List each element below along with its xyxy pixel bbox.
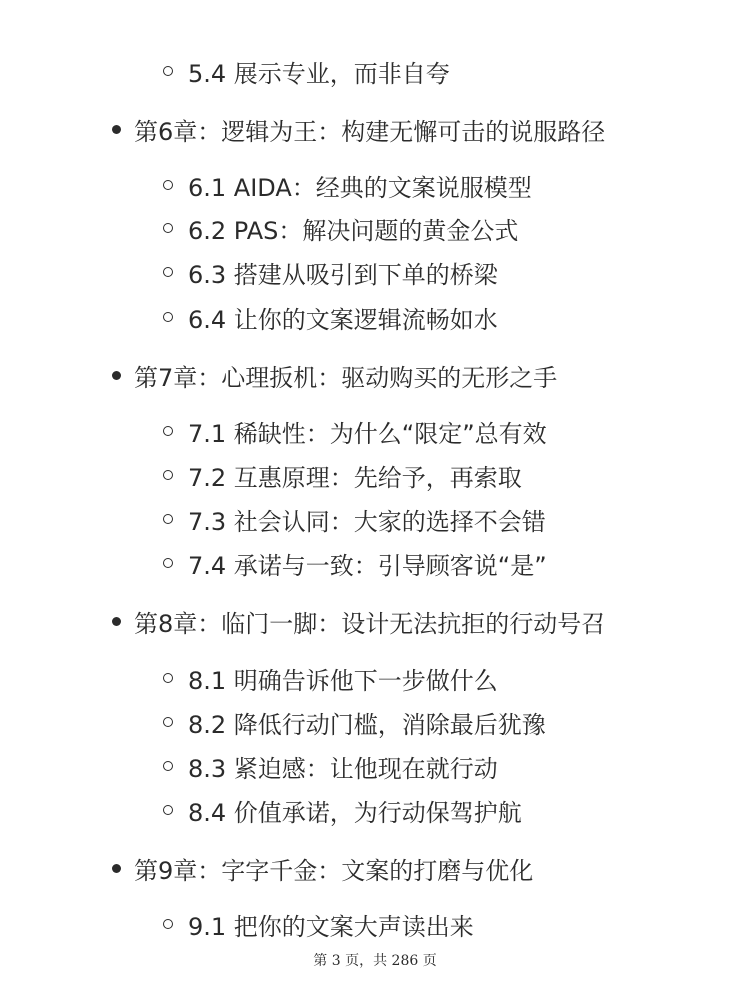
hollow-circle-bullet-icon — [163, 514, 173, 524]
toc-section-label: 8.3 紧迫感：让他现在就行动 — [188, 754, 498, 783]
toc-section-label: 8.4 价值承诺，为行动保驾护航 — [188, 798, 522, 827]
hollow-circle-bullet-icon — [163, 717, 173, 727]
toc-chapter-label: 第8章：临门一脚：设计无法抗拒的行动号召 — [134, 609, 606, 638]
toc-section-label: 8.1 明确告诉他下一步做什么 — [188, 666, 498, 695]
hollow-circle-bullet-icon — [163, 673, 173, 683]
hollow-circle-bullet-icon — [163, 919, 173, 929]
toc-chapter-label: 第7章：心理扳机：驱动购买的无形之手 — [134, 363, 558, 392]
hollow-circle-bullet-icon — [163, 267, 173, 277]
hollow-circle-bullet-icon — [163, 426, 173, 436]
hollow-circle-bullet-icon — [163, 805, 173, 815]
hollow-circle-bullet-icon — [163, 470, 173, 480]
filled-disc-bullet-icon — [112, 371, 121, 380]
filled-disc-bullet-icon — [112, 617, 121, 626]
toc-section-label: 8.2 降低行动门槛，消除最后犹豫 — [188, 710, 546, 739]
filled-disc-bullet-icon — [112, 864, 121, 873]
toc-chapter-label: 第9章：字字千金：文案的打磨与优化 — [134, 856, 534, 885]
toc-section-label: 9.1 把你的文案大声读出来 — [188, 912, 474, 941]
toc-section-label: 6.4 让你的文案逻辑流畅如水 — [188, 305, 498, 334]
toc-chapter-label: 第6章：逻辑为王：构建无懈可击的说服路径 — [134, 117, 606, 146]
hollow-circle-bullet-icon — [163, 312, 173, 322]
hollow-circle-bullet-icon — [163, 761, 173, 771]
toc-section-label: 6.2 PAS：解决问题的黄金公式 — [188, 216, 519, 245]
hollow-circle-bullet-icon — [163, 223, 173, 233]
hollow-circle-bullet-icon — [163, 66, 173, 76]
toc-section-label: 7.4 承诺与一致：引导顾客说“是” — [188, 551, 547, 580]
page-number-footer: 第 3 页，共 286 页 — [313, 953, 437, 969]
toc-section-label: 7.2 互惠原理：先给予，再索取 — [188, 463, 522, 492]
filled-disc-bullet-icon — [112, 125, 121, 134]
toc-section-label: 7.3 社会认同：大家的选择不会错 — [188, 507, 546, 536]
toc-section-label: 6.3 搭建从吸引到下单的桥梁 — [188, 260, 498, 289]
hollow-circle-bullet-icon — [163, 558, 173, 568]
toc-section-label: 5.4 展示专业，而非自夸 — [188, 59, 450, 88]
toc-section-label: 6.1 AIDA：经典的文案说服模型 — [188, 173, 532, 202]
hollow-circle-bullet-icon — [163, 180, 173, 190]
toc-section-label: 7.1 稀缺性：为什么“限定”总有效 — [188, 419, 547, 448]
